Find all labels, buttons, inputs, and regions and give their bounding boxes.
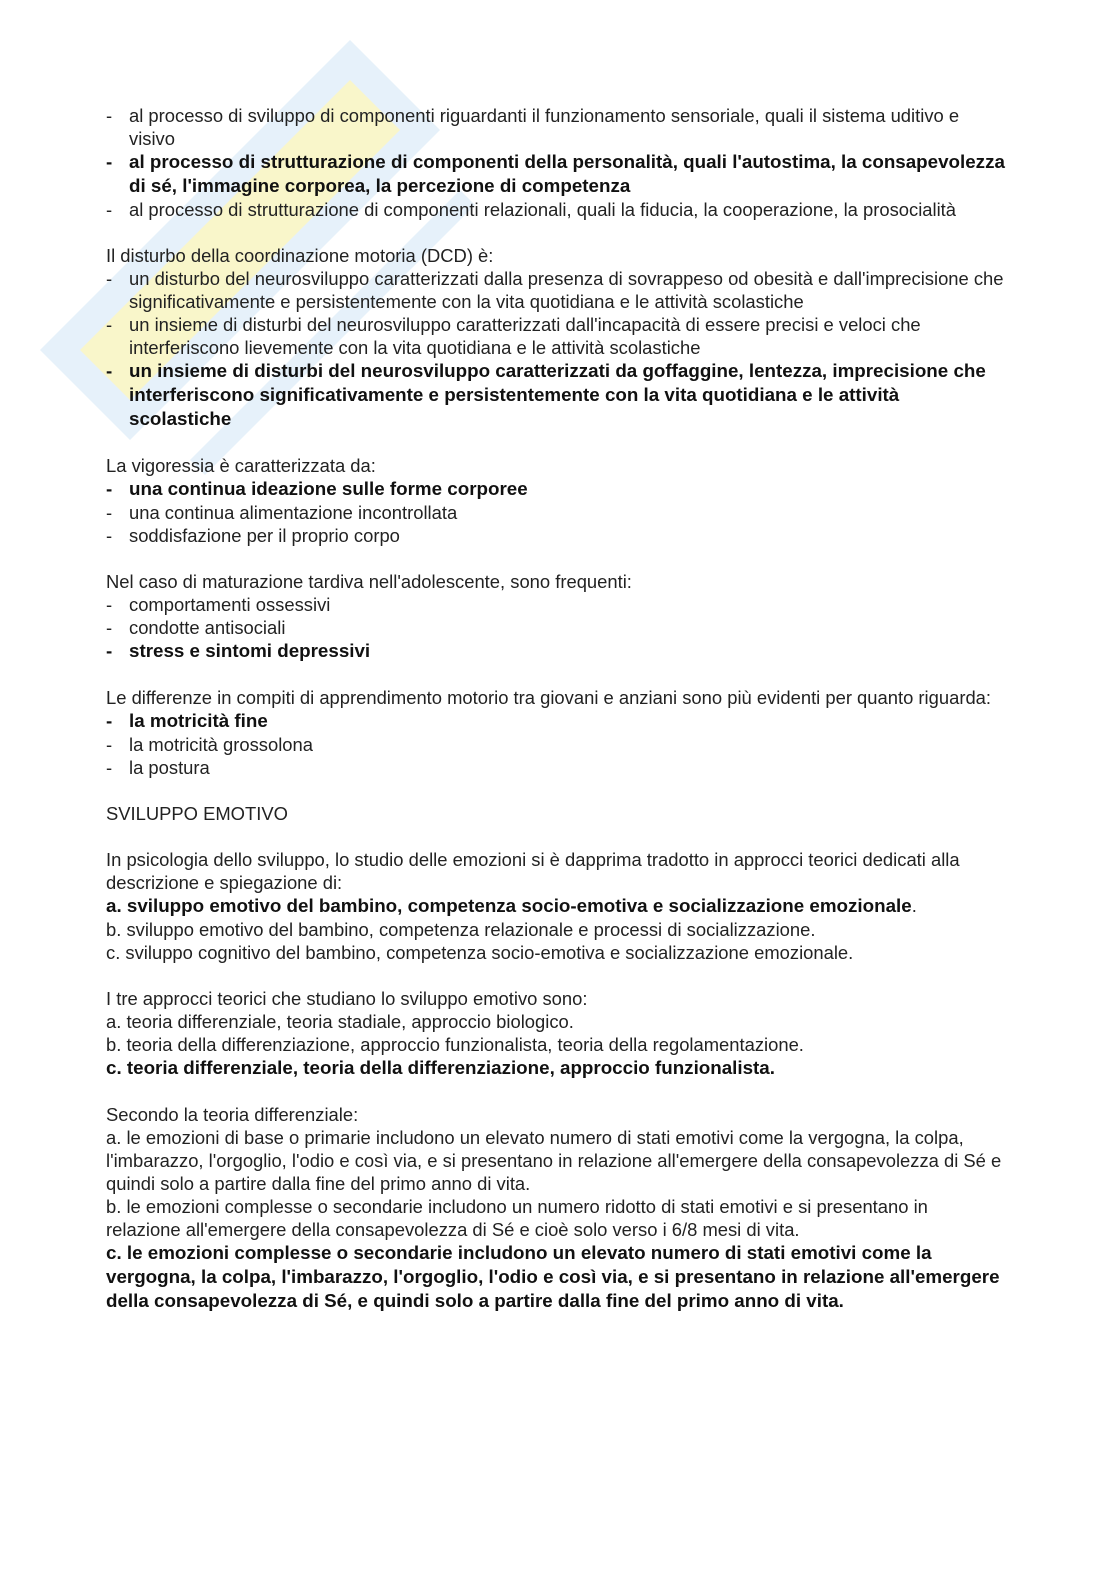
answer-c-correct: c. teoria differenziale, teoria della differenziazione, approccio funzionalista. <box>106 1057 775 1078</box>
question-approcci-teorici <box>106 987 1006 1080</box>
option-text: comportamenti ossessivi <box>129 594 331 615</box>
option-item-correct <box>106 639 1006 663</box>
option-item <box>106 267 1006 313</box>
q1-options <box>106 104 1006 221</box>
dash-marker: - <box>106 710 113 731</box>
question-studio-emozioni <box>106 848 1006 964</box>
option-text: una continua ideazione sulle forme corporee <box>129 478 528 499</box>
option-text: al processo di strutturazione di componenti della personalità, quali l'autostima, la consapevolezza di sé, l'immagine corporea, la percezione di competenza <box>129 151 1005 196</box>
option-text: la motricità fine <box>129 710 268 731</box>
answer-b: b. sviluppo emotivo del bambino, competenza relazionale e processi di socializzazione. <box>106 919 816 940</box>
option-text: un disturbo del neurosviluppo caratterizzati dalla presenza di sovrappeso od obesità e dall'imprecisione che significativamente e persistentemente con la vita quotidiana e le attività scolastiche <box>129 268 1004 312</box>
dash-marker: - <box>106 594 113 615</box>
option-text: soddisfazione per il proprio corpo <box>129 525 400 546</box>
answer-b: b. teoria della differenziazione, approccio funzionalista, teoria della regolamentazione. <box>106 1034 804 1055</box>
answer-a-correct: a. sviluppo emotivo del bambino, competenza socio-emotiva e socializzazione emozionale <box>106 895 912 916</box>
answer-a: a. teoria differenziale, teoria stadiale, approccio biologico. <box>106 1011 574 1032</box>
option-item <box>106 313 1006 359</box>
option-item-correct <box>106 709 1006 733</box>
answer-a-tail: . <box>911 895 917 916</box>
dash-marker: - <box>106 151 113 172</box>
option-item-correct <box>106 477 1006 501</box>
option-item-correct <box>106 150 1006 198</box>
answer-c-correct: c. le emozioni complesse o secondarie includono un elevato numero di stati emotivi come la vergogna, la colpa, l'imbarazzo, l'orgoglio, l'odio e così via, e si presentano in relazione all'emergere della consapevolezza di Sé, e quindi solo a partire dalla fine del primo anno di vita. <box>106 1242 1000 1311</box>
question-teoria-differenziale <box>106 1103 1006 1313</box>
option-text: al processo di sviluppo di componenti riguardanti il funzionamento sensoriale, quali il sistema uditivo e visivo <box>129 105 960 149</box>
option-item <box>106 198 1006 221</box>
dash-marker: - <box>106 268 113 289</box>
dash-marker: - <box>106 478 113 499</box>
dash-marker: - <box>106 360 113 381</box>
option-text: condotte antisociali <box>129 617 286 638</box>
dash-marker: - <box>106 314 113 335</box>
section-title: SVILUPPO EMOTIVO <box>106 803 288 824</box>
question-text: Le differenze in compiti di apprendimento motorio tra giovani e anziani sono più evidenti per quanto riguarda: <box>106 687 992 708</box>
option-text: stress e sintomi depressivi <box>129 640 371 661</box>
option-text: la postura <box>129 757 210 778</box>
dash-marker: - <box>106 617 113 638</box>
question-text: In psicologia dello sviluppo, lo studio delle emozioni si è dapprima tradotto in approcci teorici dedicati alla descrizione e spiegazione di: <box>106 849 960 893</box>
option-item <box>106 593 1006 616</box>
dash-marker: - <box>106 105 113 126</box>
answer-b: b. le emozioni complesse o secondarie includono un numero ridotto di stati emotivi e si presentano in relazione all'emergere della consapevolezza di Sé e cioè solo verso i 6/8 mesi di vita. <box>106 1196 928 1240</box>
dash-marker: - <box>106 199 113 220</box>
option-text: al processo di strutturazione di componenti relazionali, quali la fiducia, la cooperazione, la prosocialità <box>129 199 957 220</box>
option-text: un insieme di disturbi del neurosviluppo caratterizzati da goffaggine, lentezza, imprecisione che interferiscono significativamente e persistentemente con la vita quotidiana e le attività scolastiche <box>129 360 986 429</box>
option-item <box>106 524 1006 547</box>
option-item <box>106 616 1006 639</box>
answer-a: a. le emozioni di base o primarie includono un elevato numero di stati emotivi come la vergogna, la colpa, l'imbarazzo, l'orgoglio, l'odio e così via, e si presentano in relazione all'emergere della consapevolezza di Sé e quindi solo a partire dalla fine del primo anno di vita. <box>106 1127 1002 1194</box>
option-item <box>106 733 1006 756</box>
question-text: Secondo la teoria differenziale: <box>106 1104 359 1125</box>
question-dcd <box>106 244 1006 431</box>
question-text: La vigoressia è caratterizzata da: <box>106 455 376 476</box>
option-text: una continua alimentazione incontrollata <box>129 502 458 523</box>
question-vigoressia <box>106 454 1006 547</box>
document-body <box>106 104 1006 1313</box>
question-text: I tre approcci teorici che studiano lo sviluppo emotivo sono: <box>106 988 588 1009</box>
option-item <box>106 104 1006 150</box>
dash-marker: - <box>106 757 113 778</box>
dash-marker: - <box>106 502 113 523</box>
dash-marker: - <box>106 525 113 546</box>
question-text: Nel caso di maturazione tardiva nell'adolescente, sono frequenti: <box>106 571 632 592</box>
dash-marker: - <box>106 734 113 755</box>
question-maturazione <box>106 570 1006 663</box>
option-text: un insieme di disturbi del neurosviluppo caratterizzati dall'incapacità di essere precisi e veloci che interferiscono lievemente con la vita quotidiana e le attività scolastiche <box>129 314 921 358</box>
option-text: la motricità grossolona <box>129 734 313 755</box>
answer-c: c. sviluppo cognitivo del bambino, competenza socio-emotiva e socializzazione emozionale. <box>106 942 854 963</box>
option-item <box>106 756 1006 779</box>
question-apprendimento <box>106 686 1006 779</box>
dash-marker: - <box>106 640 113 661</box>
option-item-correct <box>106 359 1006 431</box>
option-item <box>106 501 1006 524</box>
question-text: Il disturbo della coordinazione motoria (DCD) è: <box>106 245 494 266</box>
answer-a <box>106 894 1006 918</box>
